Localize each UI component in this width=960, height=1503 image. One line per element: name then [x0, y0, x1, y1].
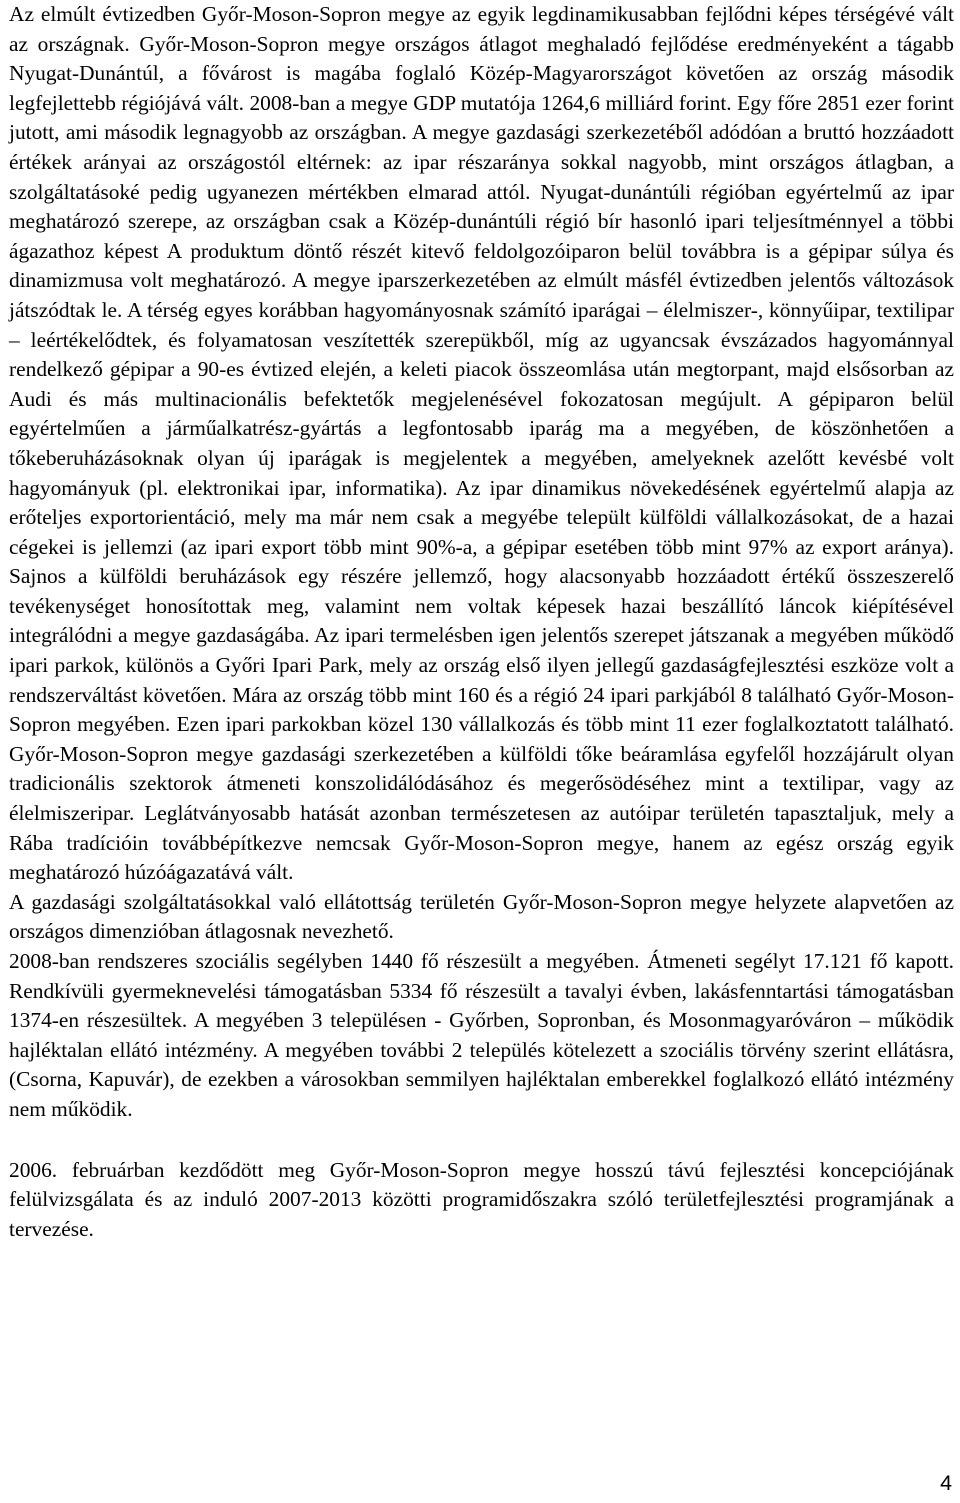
- paragraph-services: A gazdasági szolgáltatásokkal való ellátottság területén Győr-Moson-Sopron megye helyzete alapvetően az országos dimenzióban átlagosnak nevezhető.: [9, 889, 954, 944]
- page-number: 4: [940, 1471, 952, 1495]
- paragraph-social-aid: 2008-ban rendszeres szociális segélyben 1440 fő részesült a megyében. Átmeneti segélyt 17.121 fő kapott. Rendkívüli gyermeknevelési támogatásban 5334 fő részesült a tavalyi évben, lakásfenntartási támogatásban 1374-en részesültek. A megyében 3 településen - Győrben, Sopronban, és Mosonmagyaróváron – működik hajléktalan ellátó intézmény. A megyében további 2 település kötelezett a szociális törvény szerint ellátásra, (Csorna, Kapuvár), de ezekben a városokban semmilyen hajléktalan emberekkel foglalkozó ellátó intézmény nem működik.: [9, 949, 954, 1121]
- document-page: [9, 0, 954, 1244]
- paragraph-economy: Az elmúlt évtizedben Győr-Moson-Sopron megye az egyik legdinamikusabban fejlődni képes térségévé vált az országnak. Győr-Moson-Sopron megye országos átlagot meghaladó fejlődése eredményeként a tágabb Nyugat-Dunántúl, a fővárost is magába foglaló Közép-Magyarországot követően az ország második legfejlettebb régiójává vált. 2008-ban a megye GDP mutatója 1264,6 milliárd forint. Egy főre 2851 ezer forint jutott, ami második legnagyobb az országban. A megye gazdasági szerkezetéből adódóan a bruttó hozzáadott értékek arányai az országostól eltérnek: az ipar részaránya sokkal nagyobb, mint országos átlagban, a szolgáltatásoké pedig ugyanezen mértékben elmarad attól. Nyugat-dunántúli régióban egyértelmű az ipar meghatározó szerepe, az országban csak a Közép-dunántúli régió bír hasonló ipari teljesítménnyel a többi ágazathoz képest A produktum döntő részét kitevő feldolgozóiparon belül továbbra is a gépipar súlya és dinamizmusa volt meghatározó. A megye iparszerkezetében az elmúlt másfél évtizedben jelentős változások játszódtak le. A térség egyes korábban hagyományosnak számító iparágai – élelmiszer-, könnyűipar, textilipar – leértékelődtek, és folyamatosan veszítették szerepükből, míg az ugyancsak évszázados hagyománnyal rendelkező gépipar a 90-es évtized elején, a keleti piacok összeomlása után megtorpant, majd elsősorban az Audi és más multinacionális befektetők megjelenésével fokozatosan megújult. A gépiparon belül egyértelműen a járműalkatrész-gyártás a legfontosabb iparág ma a megyében, de köszönhetően a tőkeberuházásoknak olyan új iparágak is megjelentek a megyében, amelyeknek azelőtt kevésbé volt hagyományuk (pl. elektronikai ipar, informatika). Az ipar dinamikus növekedésének egyértelmű alapja az erőteljes exportorientáció, mely ma már nem csak a megyébe települt külföldi vállalkozásokat, de a hazai cégekei is jellemzi (az ipari export több mint 90%-a, a gépipar esetében több mint 97% az export aránya). Sajnos a külföldi beruházások egy részére jellemző, hogy alacsonyabb hozzáadott értékű összeszerelő tevékenységet honosítottak meg, valamint nem voltak képesek hazai beszállító láncok kiépítésével integrálódni a megye gazdaságába. Az ipari termelésben igen jelentős szerepet játszanak a megyében működő ipari parkok, különös a Győri Ipari Park, mely az ország első ilyen jellegű gazdaságfejlesztési eszköze volt a rendszerváltást követően. Mára az ország több mint 160 és a régió 24 ipari parkjából 8 található Győr-Moson-Sopron megyében. Ezen ipari parkokban közel 130 vállalkozás és több mint 11 ezer foglalkoztatott található. Győr-Moson-Sopron megye gazdasági szerkezetében a külföldi tőke beáramlása egyfelől hozzájárult olyan tradicionális szektorok átmeneti konszolidálódásához és megerősödéséhez mint a textilipar, vagy az élelmiszeripar. Leglátványosabb hatását azonban természetesen az autóipar területén tapasztaljuk, mely a Rába tradícióin továbbépítkezve nemcsak Győr-Moson-Sopron megye, hanem az egész ország egyik meghatározó húzóágazatává vált.: [9, 2, 954, 885]
- paragraph-development-concept: 2006. februárban kezdődött meg Győr-Moson-Sopron megye hosszú távú fejlesztési koncepciójának felülvizsgálata és az induló 2007-2013 közötti programidőszakra szóló területfejlesztési programjának a tervezése.: [9, 1157, 954, 1241]
